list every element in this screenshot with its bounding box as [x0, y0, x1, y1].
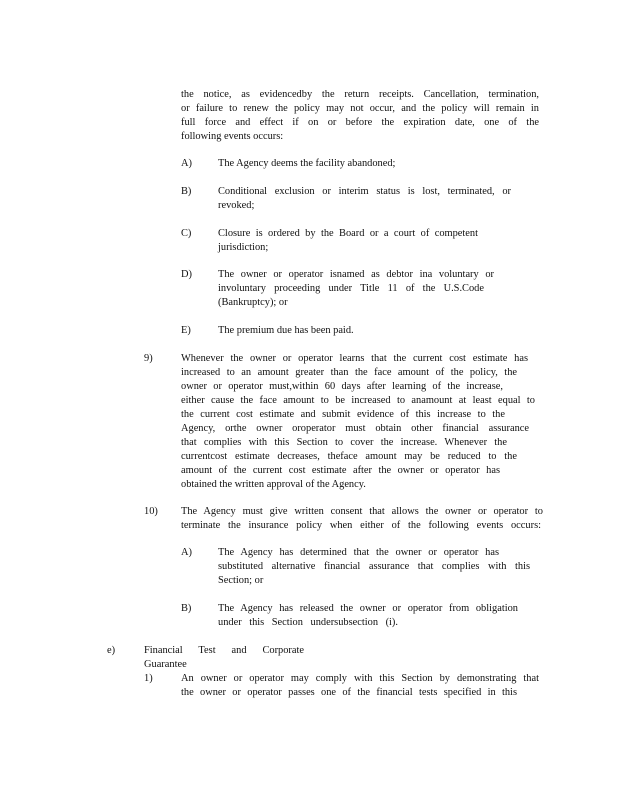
text-line: Closure is ordered by the Board or a court of competent: [218, 228, 478, 239]
item-label: C): [181, 228, 192, 239]
text-line: full force and effect if on or before the expiration date, one of the: [181, 117, 539, 128]
text-line: The Agency has released the owner or operator from obligation: [218, 603, 518, 614]
item-label: 1): [144, 673, 153, 684]
text-line: The premium due has been paid.: [218, 325, 354, 336]
text-line: the current cost estimate and submit evidence of this increase to the: [181, 409, 505, 420]
intro-paragraph: [181, 88, 539, 144]
text-line: jurisdiction;: [218, 242, 269, 253]
text-line: Agency, orthe owner oroperator must obtain other financial assurance: [181, 423, 529, 434]
text-line: revoked;: [218, 200, 255, 211]
item-label: 9): [144, 353, 153, 364]
text-line: currentcost estimate decreases, theface amount may be reduced to the: [181, 451, 517, 462]
text-line: increased to an amount greater than the face amount of the policy, the: [181, 367, 517, 378]
text-line: or failure to renew the policy may not occur, and the policy will remain in: [181, 103, 539, 114]
section-title: Financial Test and Corporate Guarantee: [144, 645, 304, 670]
text-line: either cause the face amount to be increased to anamount at least equal to: [181, 395, 535, 406]
text-line: amount of the current cost estimate after the owner or operator has: [181, 465, 500, 476]
item-label: E): [181, 325, 191, 336]
text-line: the notice, as evidencedby the return receipts. Cancellation, termination,: [181, 89, 539, 100]
text-line: Conditional exclusion or interim status is lost, terminated, or: [218, 186, 511, 197]
text-line: owner or operator must,within 60 days after learning of the increase,: [181, 381, 503, 392]
text-line: obtained the written approval of the Agency.: [181, 479, 366, 490]
text-line: the owner or operator passes one of the financial tests specified in this: [181, 687, 517, 698]
item-label: A): [181, 158, 192, 169]
text-line: Section; or: [218, 575, 264, 586]
text-line: substituted alternative financial assurance that complies with this: [218, 561, 530, 572]
item-label: D): [181, 269, 192, 280]
text-line: The Agency has determined that the owner or operator has: [218, 547, 499, 558]
item-label: A): [181, 547, 192, 558]
text-line: An owner or operator may comply with this Section by demonstrating that: [181, 673, 539, 684]
text-line: The owner or operator isnamed as debtor ina voluntary or: [218, 269, 494, 280]
text-line: (Bankruptcy); or: [218, 297, 288, 308]
item-label: 10): [144, 506, 158, 517]
text-line: involuntary proceeding under Title 11 of the U.S.Code: [218, 283, 484, 294]
item-label: B): [181, 603, 192, 614]
text-line: The Agency deems the facility abandoned;: [218, 158, 396, 169]
text-line: The Agency must give written consent that allows the owner or operator to: [181, 506, 543, 517]
text-line: following events occurs:: [181, 131, 284, 142]
text-line: that complies with this Section to cover the increase. Whenever the: [181, 437, 507, 448]
text-line: terminate the insurance policy when either of the following events occurs:: [181, 520, 541, 531]
item-label: B): [181, 186, 192, 197]
text-line: under this Section undersubsection (i).: [218, 617, 398, 628]
text-line: Whenever the owner or operator learns that the current cost estimate has: [181, 353, 528, 364]
section-label: e): [107, 645, 116, 656]
